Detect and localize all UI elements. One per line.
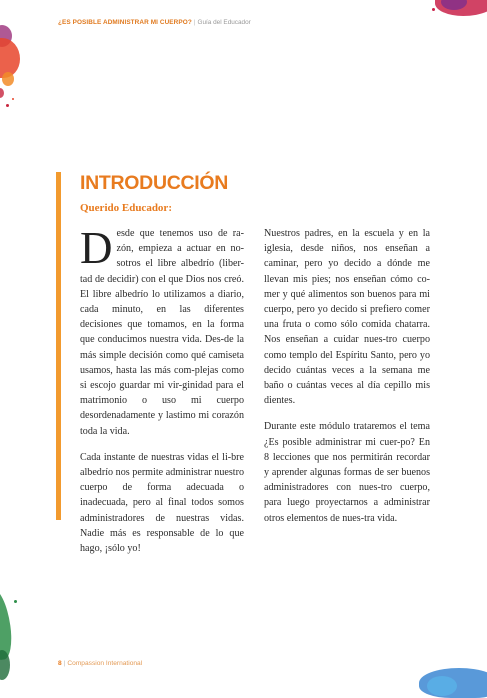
paragraph-text: esde que tenemos uso de ra-zón, empieza a actuar en no-sotros el libre albedrío (liber-tad de decidir) con el que Dios nos creó. El libre albedrío lo utilizamos a diario, cada minuto, en las diferentes decisiones que tomamos, en la forma que conducimos nuestra vida. Des-de la más simple decisión como qué camiseta usamos, hasta las más com-plejas como si escojo guardar mi vir-ginidad para el matrimonio o uso mi cuerpo desordenadamente y lastimo mi corazón toda la vida. — [80, 228, 244, 437]
paint-splash-bottom-right — [427, 676, 457, 696]
page-number: 8 — [58, 660, 62, 667]
paint-dot — [14, 600, 17, 603]
text-column-right — [264, 226, 430, 537]
paragraph — [80, 223, 244, 439]
paint-splash-top-left — [2, 72, 14, 86]
paragraph: Cada instante de nuestras vidas el li-bre albedrío nos permite administrar nuestro cuerpo de forma adecuada o inadecuada, pero al final todos somos administradores de nuestras vidas. Nadie más es responsable de lo que hago, ¡sólo yo! — [80, 451, 244, 555]
page-footer — [58, 660, 142, 667]
accent-bar — [56, 172, 61, 520]
footer-organization: Compassion International — [67, 660, 143, 667]
paragraph: Durante este módulo trataremos el tema ¿Es posible administrar mi cuer-po? En 8 lecciones que nos permitirán recordar y aprender algunas formas de ser buenos administradores con nues-tro cuerpo, para luego proyectarnos a administrar otros elementos de nues-tra vida. — [264, 421, 430, 524]
header-separator: | — [193, 19, 196, 26]
paint-dot — [432, 8, 435, 11]
footer-separator: | — [63, 660, 66, 667]
paint-dot — [6, 104, 9, 107]
text-column-left — [80, 223, 244, 567]
salutation: Querido Educador: — [80, 202, 172, 214]
drop-cap: D — [80, 223, 113, 273]
running-header — [58, 19, 251, 26]
header-guide-label: Guía del Educador — [197, 19, 251, 26]
header-title: ¿ES POSIBLE ADMINISTRAR MI CUERPO? — [58, 19, 192, 26]
paint-splash-top-left — [0, 88, 4, 98]
paint-dot — [12, 98, 14, 100]
paragraph: Nuestros padres, en la escuela y en la iglesia, desde niños, nos enseñan a caminar, pero yo decido a dónde me llevan mis pies; nos enseñan cómo co-mer y qué alimentos son buenos para mi cuerpo, pero yo decido si prefiero comer una fruta o como sólo comida chatarra. Nos enseñan a cuidar nues-tro cuerpo como templo del Espíritu Santo, pero yo decido cuántas veces a la semana me baño o cuántas veces al día cepillo mis dientes. — [264, 228, 430, 407]
section-title: INTRODUCCIÓN — [80, 172, 229, 194]
